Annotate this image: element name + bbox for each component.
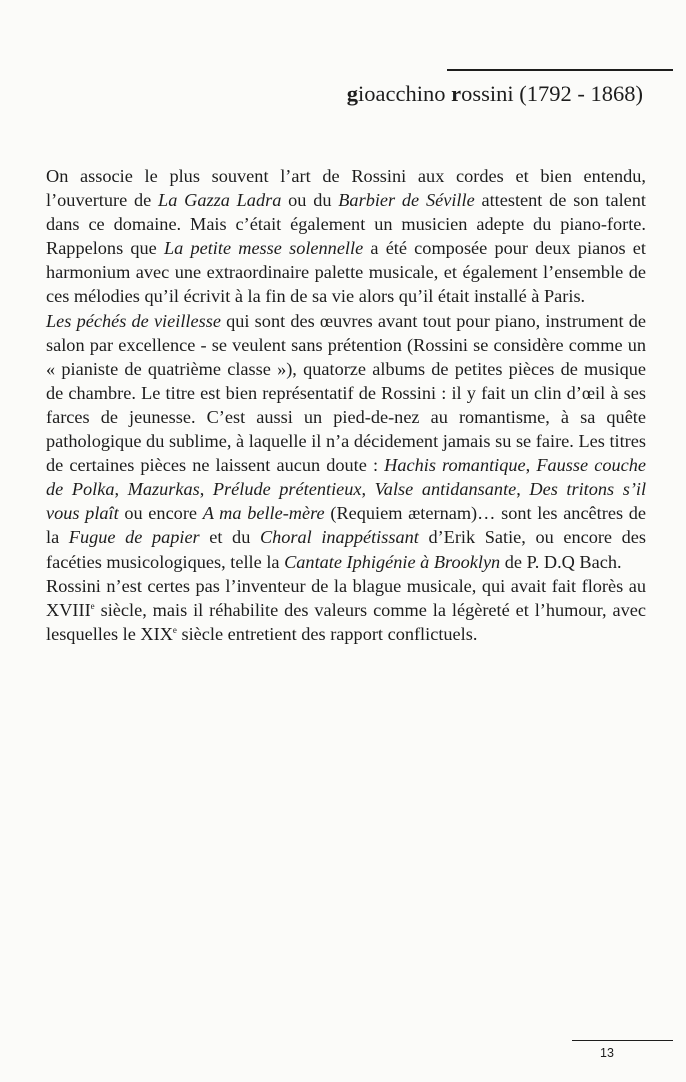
paragraph-text: et du — [199, 527, 260, 548]
paragraph-text: , — [516, 479, 530, 500]
italic-title: Cantate Iphigénie à Brooklyn — [284, 551, 501, 572]
paragraph-text: siècle entretient des rapport conflictuels. — [176, 623, 478, 644]
paragraph-text: attestent de son talent dans ce domaine. Mais c’était également un musicien adepte du piano-forte. Rappelons que — [46, 190, 646, 259]
header-rule — [447, 69, 673, 71]
paragraph-text: de P. D.Q Bach. — [500, 551, 622, 572]
heading-surname-rest: ossini (1792 - 1868) — [461, 81, 643, 106]
chapter-heading — [347, 80, 643, 108]
italic-title: A ma belle-mère — [202, 503, 325, 524]
paragraph-text: (Requiem æternam)… sont les ancêtres de la — [46, 503, 646, 548]
paragraph-text: On associe le plus souvent l’art de Rossini aux cordes et bien entendu, l’ouverture de — [46, 166, 646, 211]
italic-title: Des tritons s’il vous plaît — [46, 479, 647, 524]
paragraph-text: , — [114, 479, 128, 500]
italic-title: Barbier de Séville — [338, 190, 475, 211]
heading-initial-surname: r — [451, 81, 462, 106]
italic-title: Mazurkas — [127, 479, 200, 500]
heading-given-name-rest: ioacchino — [358, 81, 452, 106]
paragraph-text: , — [361, 479, 375, 500]
paragraph-text: a été composée pour deux pianos et harmonium avec une extraordinaire palette musicale, et également l’ensemble de ces mélodies qu’il écrivit à la fin de sa vie alors qu’il était installé à Paris. — [46, 238, 646, 307]
italic-title: Fugue de papier — [68, 527, 200, 548]
italic-title: Hachis romantique — [384, 455, 526, 476]
paragraph-text: ou du — [281, 190, 339, 211]
body-paragraph — [46, 164, 646, 309]
paragraph-text: ou encore — [118, 503, 203, 524]
paragraph-text: , — [199, 479, 213, 500]
body-paragraph — [46, 574, 646, 646]
paragraph-text: d’Erik Satie, ou encore des facéties musicologiques, telle la — [46, 527, 647, 572]
heading-initial-given: g — [346, 81, 359, 106]
italic-title: La Gazza Ladra — [158, 190, 282, 211]
body-text — [46, 164, 646, 646]
superscript-text: e — [172, 624, 177, 635]
paragraph-text: , — [525, 455, 537, 476]
italic-title: Prélude prétentieux — [212, 479, 362, 500]
italic-title: La petite messe solennelle — [163, 238, 364, 259]
italic-title: Valse antidansante — [374, 479, 517, 500]
italic-title: Les péchés de vieillesse — [46, 310, 221, 331]
body-paragraph — [46, 309, 646, 574]
italic-title: Choral inappétissant — [259, 527, 419, 548]
paragraph-text: siècle, mais il réhabilite des valeurs comme la légèreté et l’humour, avec lesquelles le XIX — [46, 599, 646, 644]
page-number: 13 — [600, 1046, 614, 1060]
paragraph-text: Rossini n’est certes pas l’inventeur de la blague musicale, qui avait fait florès au XVIII — [46, 575, 646, 620]
paragraph-text: qui sont des œuvres avant tout pour piano, instrument de salon par excellence - se veulent sans prétention (Rossini se considère comme un « pianiste de quatrième classe »), quatorze albums de petites pièces de musique de chambre. Le titre est bien représentatif de Rossini : il y fait un clin d’œil à ses farces de jeunesse. C’est aussi un pied-de-nez au romantisme, à sa quête pathologique du sublime, à laquelle il n’a décidement jamais su se faire. Les titres de certaines pièces ne laissent aucun doute : — [46, 310, 646, 476]
italic-title: Fausse couche de Polka — [46, 455, 646, 500]
superscript-text: e — [90, 600, 95, 611]
footer-rule — [572, 1040, 673, 1041]
